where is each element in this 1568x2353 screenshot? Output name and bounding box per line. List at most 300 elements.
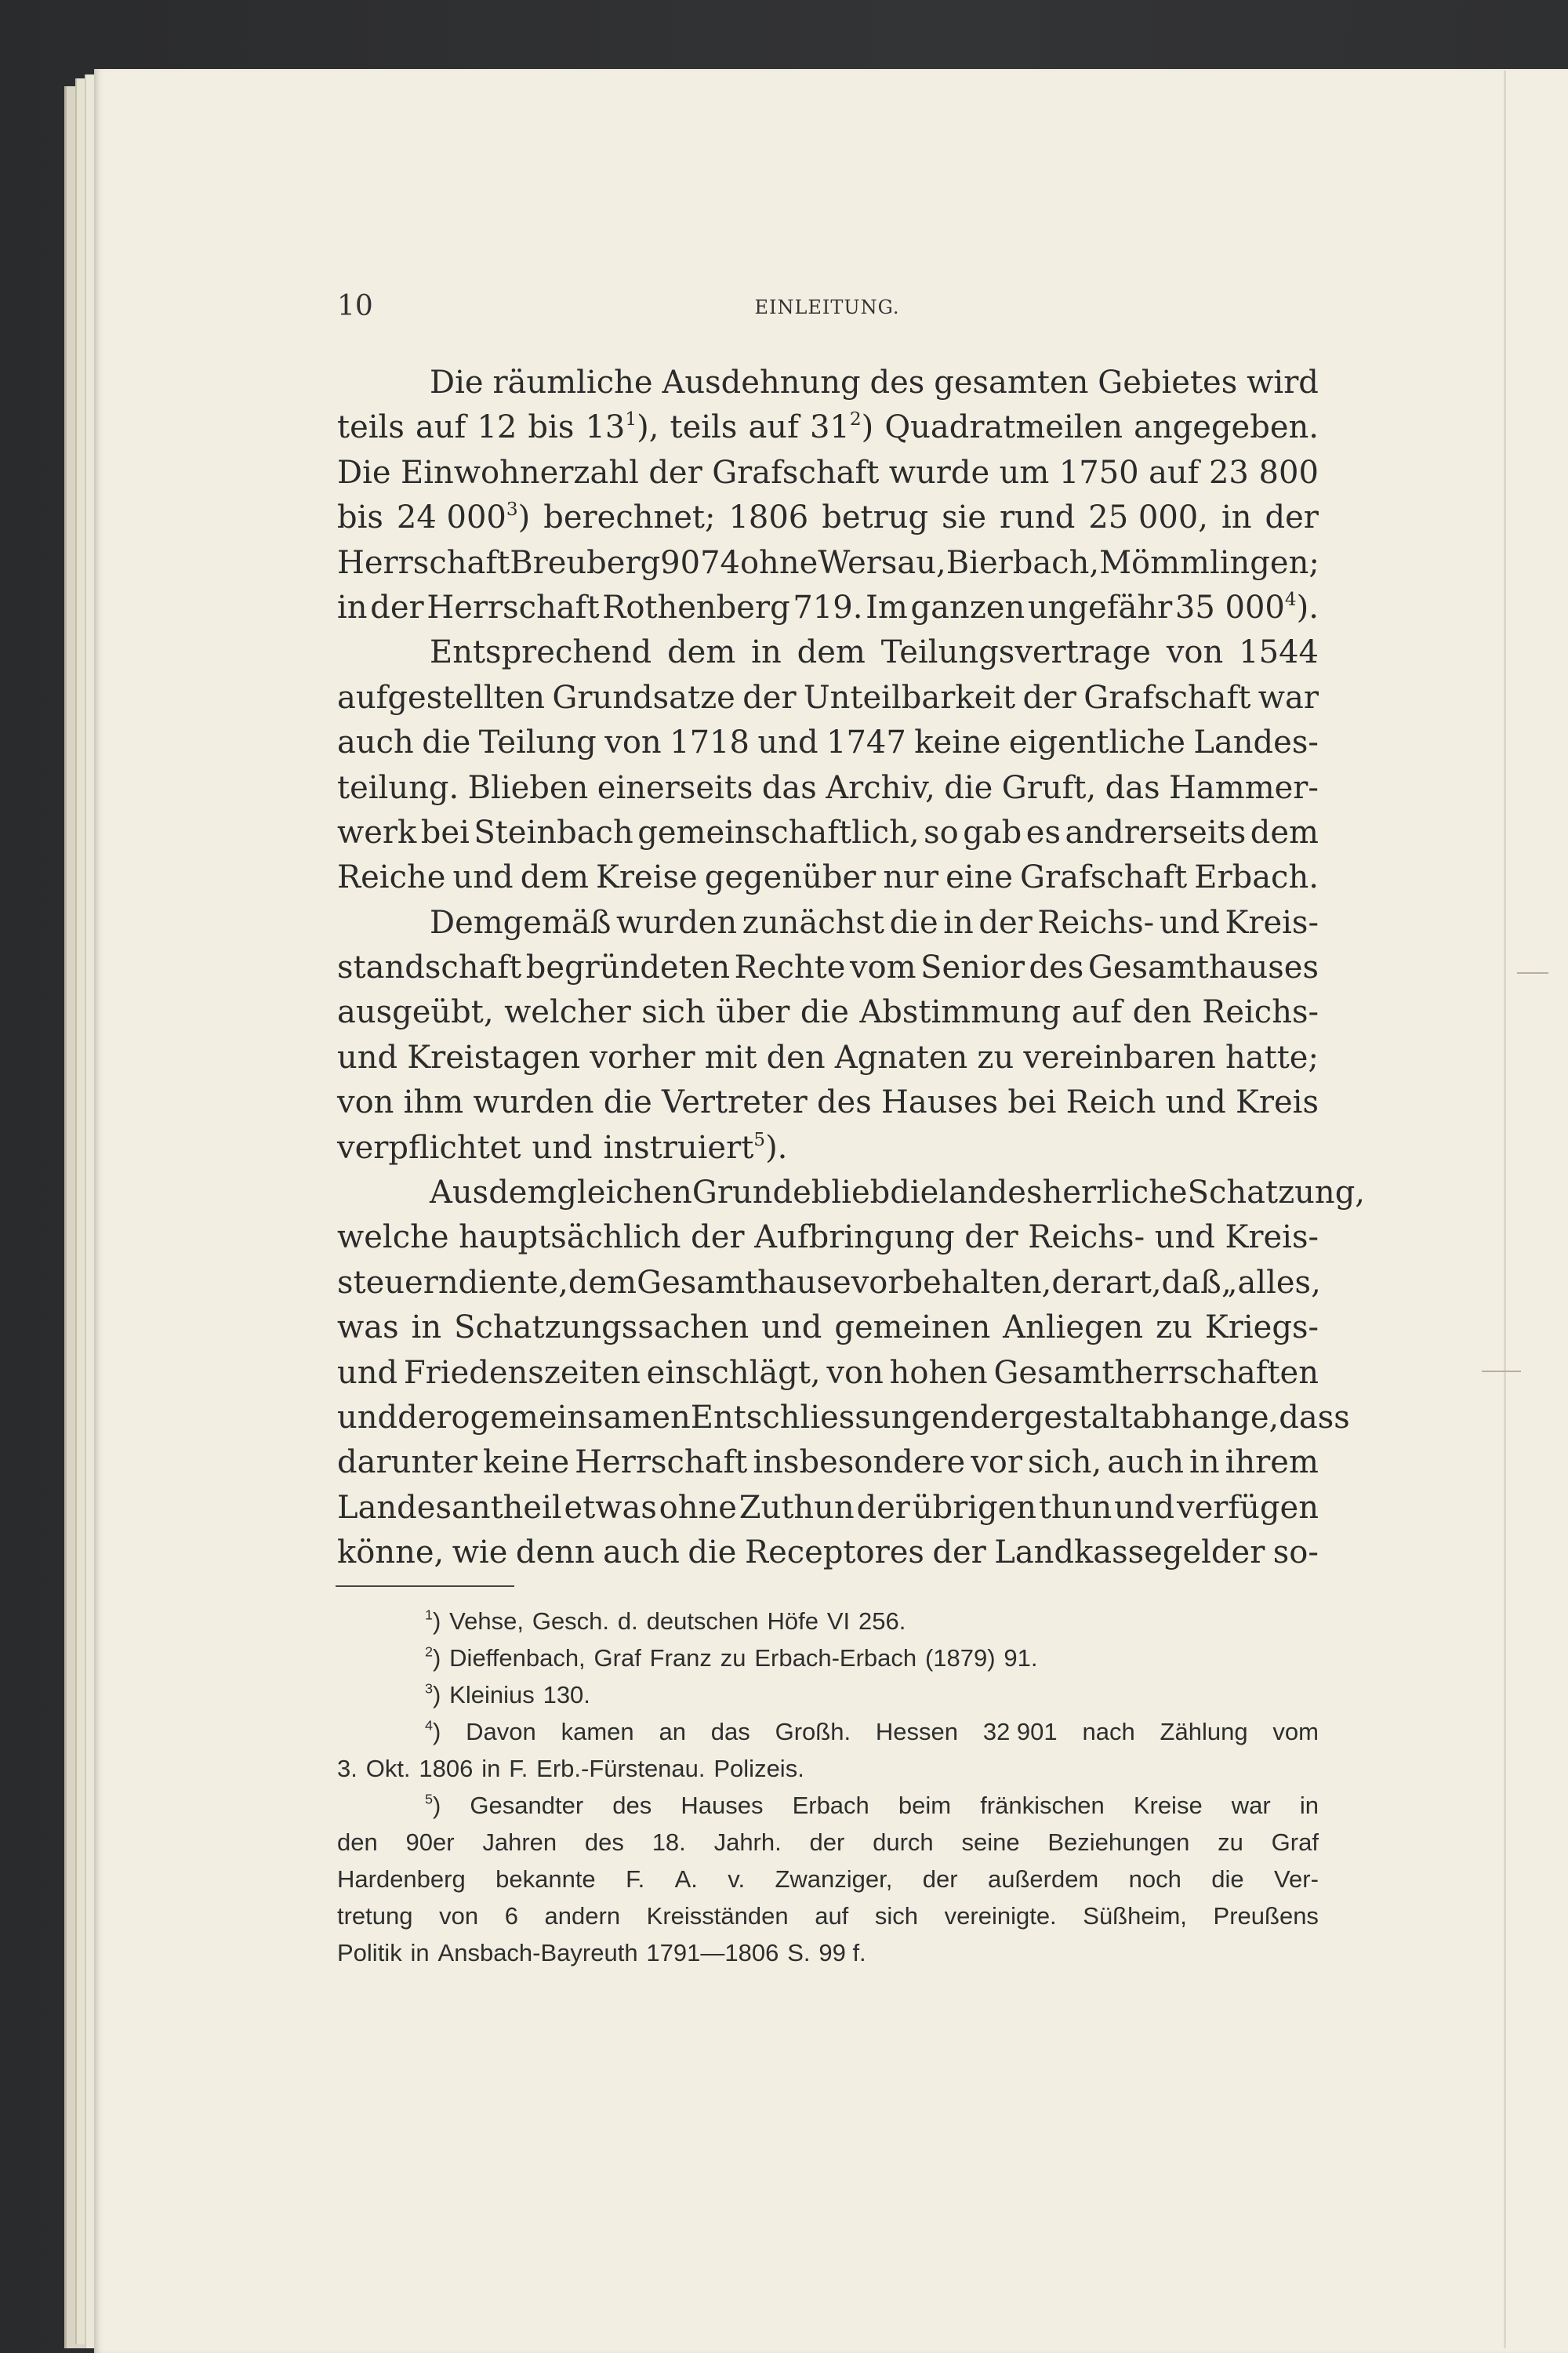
word: Gruft, <box>1001 769 1097 806</box>
footnote-line <box>337 1713 1319 1750</box>
footnote-word: F. <box>509 1755 528 1782</box>
footnote-word: (1879) <box>924 1644 996 1672</box>
text-line <box>337 901 1319 946</box>
word: der <box>964 1219 1018 1256</box>
word: dergestalt <box>970 1399 1133 1436</box>
word: keine <box>482 1444 570 1481</box>
word: diente, <box>458 1264 568 1301</box>
text-line <box>337 1396 1350 1440</box>
footnote-word: kamen <box>561 1718 634 1745</box>
word: berechnet; <box>543 499 716 536</box>
footnote-word: S. <box>787 1939 811 1966</box>
page-fold-line <box>1504 71 1506 2348</box>
word: zu <box>977 1039 1014 1076</box>
footnote-word: 90er <box>405 1828 455 1856</box>
word: standschaft <box>337 950 522 986</box>
word: in <box>751 634 782 671</box>
footnote-word: Jahrh. <box>713 1828 782 1856</box>
word: Ausdehnung <box>662 365 861 401</box>
word: gemeinschaftlich, <box>637 814 920 851</box>
word: Abstimmung <box>859 994 1062 1031</box>
footnote-word: Großh. <box>775 1718 851 1745</box>
footnote-line <box>337 1676 1319 1713</box>
word: dero <box>397 1399 470 1436</box>
word: steuern <box>337 1264 459 1301</box>
word: der <box>742 679 797 716</box>
word: Entsprechend <box>430 634 652 671</box>
word: welche <box>337 1219 449 1256</box>
word: sich, <box>1028 1444 1102 1481</box>
word: Rechte <box>734 950 846 986</box>
word: Steinbach <box>474 814 633 851</box>
word: Im <box>866 589 908 626</box>
word: Mömmlingen; <box>1099 544 1319 581</box>
word: Kreis- <box>1225 904 1319 941</box>
footnote-word: Kleinius <box>449 1681 535 1708</box>
text-line <box>337 1080 1319 1125</box>
footnote-word: Preußens <box>1213 1902 1319 1930</box>
word: hohen <box>889 1354 988 1391</box>
word: 12 <box>477 409 517 446</box>
word: einschlägt, <box>646 1354 821 1391</box>
footnote-word: noch <box>1128 1865 1181 1893</box>
word: es <box>1025 814 1061 851</box>
word: Erbach. <box>1194 859 1319 896</box>
word: Herrschaft <box>575 1444 748 1481</box>
word: darunter <box>337 1444 477 1481</box>
word: Unteilbarkeit <box>803 679 1016 716</box>
word: und <box>532 1129 593 1166</box>
footnote-word: Graf <box>1271 1828 1319 1856</box>
word: sich <box>641 994 706 1031</box>
footnote-word: in <box>481 1755 501 1782</box>
word: in <box>411 1309 442 1346</box>
word: ausgeübt, <box>337 994 494 1031</box>
footnote-line <box>337 1603 1319 1639</box>
word: Grunde <box>691 1175 811 1211</box>
footnotes <box>337 1603 1319 1971</box>
word: eine <box>946 859 1013 896</box>
text-line <box>337 721 1319 765</box>
word: Landes- <box>1193 724 1319 761</box>
footnote-line <box>337 1897 1319 1934</box>
word: welcher <box>504 994 631 1031</box>
footnote-word: Ver- <box>1274 1865 1319 1893</box>
word: so- <box>1272 1534 1319 1571</box>
footnote-word: des <box>584 1828 624 1856</box>
footnote-line <box>337 1861 1319 1897</box>
word: dem <box>1250 814 1319 851</box>
word: Gesamtherrschaften <box>993 1354 1319 1391</box>
word: von <box>1166 634 1224 671</box>
footnote-word: F. <box>626 1865 645 1893</box>
word: und <box>337 1399 398 1436</box>
word: Reichs- <box>1202 994 1319 1031</box>
word: Kreise <box>596 859 698 896</box>
footnote-word: Politik <box>337 1939 402 1966</box>
word: die <box>422 724 471 761</box>
main-text <box>337 361 1366 1576</box>
word: Wersau, <box>818 544 946 581</box>
word: wurden <box>616 904 738 941</box>
word: Aufbringung <box>754 1219 955 1256</box>
word: verfügen <box>1176 1489 1319 1526</box>
word: ihrem <box>1225 1444 1319 1481</box>
word: andrerseits <box>1065 814 1247 851</box>
word: der <box>932 1534 986 1571</box>
word: Archiv, <box>826 769 935 806</box>
word: und <box>337 1039 398 1076</box>
word: abhange, <box>1132 1399 1279 1436</box>
page-number: 10 <box>337 290 373 322</box>
word: Rothenberg <box>602 589 790 626</box>
word: landesherrliche <box>938 1175 1188 1211</box>
word: Receptores <box>744 1534 924 1571</box>
footnote-word: 6 <box>504 1902 518 1930</box>
word: Kreis- <box>1225 1219 1319 1256</box>
footnote-word: auf <box>815 1902 849 1930</box>
word: 24 $000^3$) <box>396 498 531 536</box>
footnote-word: 32 901 <box>982 1718 1058 1745</box>
text-line <box>337 1305 1319 1350</box>
word: wurden <box>473 1084 594 1121</box>
word: in <box>943 904 974 941</box>
footnote-word: Polizeis. <box>713 1755 804 1782</box>
footnote-word: Hardenberg <box>337 1865 466 1893</box>
word: gleichen <box>557 1175 692 1211</box>
text-line <box>337 541 1319 586</box>
footnote-word: an <box>659 1718 686 1745</box>
word: von <box>604 724 662 761</box>
footnote-word: $^3$) <box>425 1680 441 1708</box>
word: den <box>1132 994 1192 1031</box>
word: Schatzung, <box>1187 1175 1366 1211</box>
word: zunächst <box>742 904 884 941</box>
word: Senior <box>920 950 1025 986</box>
word: dem <box>488 1175 557 1211</box>
word: insbesondere <box>753 1444 966 1481</box>
word: Quadratmeilen <box>884 409 1123 446</box>
footnote-word: zu <box>720 1644 746 1672</box>
word: den <box>766 1039 826 1076</box>
word: Schatzungssachen <box>454 1309 750 1346</box>
footnote-word: den <box>337 1828 378 1856</box>
word: ganzen <box>910 589 1025 626</box>
word: und <box>1159 904 1220 941</box>
word: gemeinen <box>834 1309 991 1346</box>
text-line <box>337 855 1319 900</box>
word: vor <box>971 1444 1023 1481</box>
word: dem <box>797 634 866 671</box>
word: mit <box>704 1039 757 1076</box>
footnote-word: tretung <box>337 1902 413 1930</box>
word: auf <box>415 409 466 446</box>
word: 719. <box>793 589 863 626</box>
word: dem <box>520 859 589 896</box>
word: Friedenszeiten <box>403 1354 641 1391</box>
footnote-word: seine <box>961 1828 1020 1856</box>
footnote-word: d. <box>617 1607 638 1635</box>
word: 1544 <box>1239 634 1319 671</box>
word: dem <box>568 1264 637 1301</box>
word: sie <box>942 499 987 536</box>
word: auf <box>1071 994 1123 1031</box>
word: und <box>337 1354 398 1391</box>
footnote-word: A. <box>674 1865 698 1893</box>
word: die <box>890 1175 939 1211</box>
word: in <box>1189 1444 1220 1481</box>
word: vom <box>849 950 916 986</box>
word: auch <box>603 1534 680 1571</box>
word: Vertreter <box>662 1084 808 1121</box>
word: etwas <box>564 1489 657 1526</box>
word: Aus <box>430 1175 489 1211</box>
footnote-word: Davon <box>466 1718 536 1745</box>
footnote-word: Erbach-Erbach <box>754 1644 917 1672</box>
footnote-word: 3. <box>337 1755 358 1782</box>
word: Landkassegelder <box>994 1534 1265 1571</box>
footnote-word: andern <box>544 1902 621 1930</box>
word: Kriegs- <box>1204 1309 1319 1346</box>
word: teilung. <box>337 769 459 806</box>
footnote-word: Süßheim, <box>1083 1902 1187 1930</box>
word: auf <box>1149 454 1200 491</box>
word: 9074 <box>660 544 740 581</box>
word: $13^1$), <box>585 409 659 446</box>
word: Die <box>430 365 484 401</box>
footnote-word: Erb.-Fürstenau. <box>536 1755 706 1782</box>
footnote-word: von <box>439 1902 479 1930</box>
word: bei <box>420 814 470 851</box>
footnote-line <box>337 1639 1319 1676</box>
text-line <box>337 496 1319 540</box>
footnote-word: fränkischen <box>980 1792 1105 1819</box>
text-line <box>337 1171 1366 1215</box>
word: 23 800 <box>1208 454 1319 491</box>
word: so <box>924 814 959 851</box>
word: eigentliche <box>1008 724 1185 761</box>
footnote-word: in <box>1299 1792 1319 1819</box>
footnote-word: VI <box>826 1607 851 1635</box>
footnote-word: Beziehungen <box>1047 1828 1190 1856</box>
word: übrigen <box>912 1489 1037 1526</box>
footnote-word: nach <box>1082 1718 1135 1745</box>
text-line <box>337 586 1319 630</box>
word: könne, <box>337 1534 445 1571</box>
footnote-word: $^2$) <box>425 1643 441 1672</box>
text-line <box>337 1036 1319 1080</box>
word: vorbehalten, <box>851 1264 1052 1301</box>
footnote-word: $^5$) <box>425 1791 441 1819</box>
word: von <box>826 1354 884 1391</box>
word: bis <box>528 409 575 446</box>
word: ungefähr <box>1027 589 1173 626</box>
margin-mark <box>1482 1371 1521 1372</box>
word: Reiche <box>337 859 446 896</box>
word: begründeten <box>525 950 731 986</box>
word: Herrschaft <box>337 544 510 581</box>
word: um <box>999 454 1050 491</box>
footnote-word: Hauses <box>681 1792 764 1819</box>
word: Zuthun <box>739 1489 855 1526</box>
footnote-word: in <box>410 1939 430 1966</box>
word: der <box>370 589 424 626</box>
word: Agnaten <box>834 1039 968 1076</box>
word: räumliche <box>492 365 653 401</box>
word: und <box>757 724 818 761</box>
word: über <box>716 994 790 1031</box>
word: 35 $000^4$). <box>1174 588 1319 626</box>
word: Reichs- <box>1037 904 1155 941</box>
footnote-word: vereinigte. <box>944 1902 1057 1930</box>
word: daß <box>1161 1264 1221 1301</box>
word: blieb <box>811 1175 891 1211</box>
text-line <box>337 946 1319 990</box>
word: keine <box>914 724 1001 761</box>
footnote-word: 130. <box>543 1681 590 1708</box>
footnote-word: 18. <box>652 1828 686 1856</box>
word: der <box>1022 679 1076 716</box>
footnote-word: Zwanziger, <box>775 1865 893 1893</box>
footnote-word: Dieffenbach, <box>449 1644 586 1672</box>
footnote-word: Okt. <box>365 1755 411 1782</box>
text-line <box>337 811 1319 855</box>
text-line <box>337 451 1319 496</box>
word: der <box>648 454 702 491</box>
word: betrug <box>822 499 929 536</box>
word: Bierbach, <box>946 544 1100 581</box>
word: gab <box>963 814 1022 851</box>
footnote-word: der <box>809 1828 845 1856</box>
word: Grafschaft <box>1020 859 1188 896</box>
word: auf <box>748 409 799 446</box>
word: dem <box>667 634 736 671</box>
word: des <box>869 365 925 401</box>
word: angegeben. <box>1134 409 1319 446</box>
footnote-word: der <box>922 1865 958 1893</box>
footnote-word: v. <box>728 1865 746 1893</box>
word: in <box>337 589 368 626</box>
footnote-word: die <box>1211 1865 1244 1893</box>
word: 1718 <box>670 724 750 761</box>
word: einerseits <box>597 769 753 806</box>
word: 1750 <box>1058 454 1139 491</box>
margin-mark <box>1517 972 1548 974</box>
word: hauptsächlich <box>459 1219 681 1256</box>
word: vorher <box>590 1039 695 1076</box>
word: und <box>761 1309 822 1346</box>
text-line <box>337 405 1319 450</box>
word: nur <box>883 859 938 896</box>
word: das <box>1105 769 1160 806</box>
footnote-word: 1791—1806 <box>646 1939 779 1966</box>
word: Demgemäß <box>430 904 612 941</box>
footnote-line <box>337 1750 1319 1787</box>
word: teils <box>337 409 405 446</box>
word: Herrschaft <box>426 589 600 626</box>
word: Grundsatze <box>552 679 735 716</box>
text-line <box>337 990 1319 1035</box>
word: Hammer- <box>1169 769 1319 806</box>
footnote-word: sich <box>874 1902 919 1930</box>
footnote-word: Gesandter <box>470 1792 584 1819</box>
word: Entschliessungen <box>690 1399 971 1436</box>
word: Landesantheil <box>337 1489 562 1526</box>
word: ihm <box>403 1084 464 1121</box>
text-line <box>337 1261 1319 1305</box>
word: Kreis <box>1235 1084 1319 1121</box>
word: wird <box>1247 365 1319 401</box>
word: und <box>1165 1084 1226 1121</box>
footnote-word: Hessen <box>875 1718 958 1745</box>
word: rund <box>1000 499 1076 536</box>
text-line <box>337 630 1319 675</box>
word: gemeinsamen <box>470 1399 691 1436</box>
footnote-word: 256. <box>858 1607 906 1635</box>
word: der <box>856 1489 910 1526</box>
word: wie <box>452 1534 508 1571</box>
word: der <box>691 1219 745 1256</box>
footnote-word: vom <box>1272 1718 1319 1745</box>
footnote-word: war <box>1231 1792 1271 1819</box>
word: Breuberg <box>510 544 661 581</box>
word: ohne <box>739 544 818 581</box>
word: vereinbaren <box>1023 1039 1216 1076</box>
text-line <box>337 1531 1319 1575</box>
word: gegenüber <box>704 859 877 896</box>
word: von <box>337 1084 394 1121</box>
text-line <box>337 1215 1319 1260</box>
word: Reich <box>1065 1084 1156 1121</box>
word: in <box>1221 499 1252 536</box>
footnote-word: das <box>710 1718 750 1745</box>
footnote-word: deutschen <box>646 1607 759 1635</box>
footnote-line <box>337 1787 1319 1824</box>
footnote-line <box>337 1824 1319 1861</box>
word: „alles, <box>1221 1264 1321 1301</box>
word: das <box>761 769 817 806</box>
footnote-word: des <box>612 1792 652 1819</box>
footnote-word: Gesch. <box>532 1607 610 1635</box>
word: war <box>1258 679 1319 716</box>
word: Grafschaft <box>712 454 880 491</box>
footnote-word: Erbach <box>792 1792 869 1819</box>
text-line <box>337 1351 1319 1396</box>
word: aufgestellten <box>337 679 546 716</box>
footnote-word: Zählung <box>1160 1718 1248 1745</box>
word: Teilung <box>478 724 597 761</box>
footnote-word: Ansbach-Bayreuth <box>437 1939 638 1966</box>
word: 1747 <box>826 724 906 761</box>
word: Grafschaft <box>1083 679 1251 716</box>
text-line <box>337 1440 1319 1485</box>
word: teils <box>670 409 738 446</box>
word: Gesamthause <box>637 1264 851 1301</box>
word: Gebietes <box>1098 365 1238 401</box>
footnote-line <box>337 1934 1319 1971</box>
word: Kreistagen <box>407 1039 581 1076</box>
word: und <box>452 859 514 896</box>
word: und <box>1114 1489 1175 1526</box>
word: wurde <box>888 454 990 491</box>
word: thun <box>1038 1489 1112 1526</box>
word: dass <box>1279 1399 1350 1436</box>
word: auch <box>1107 1444 1185 1481</box>
word: Einwohnerzahl <box>401 454 639 491</box>
footnote-word: $^1$) <box>425 1607 441 1635</box>
footnote-word: 99 f. <box>818 1939 866 1966</box>
word: die <box>688 1534 737 1571</box>
